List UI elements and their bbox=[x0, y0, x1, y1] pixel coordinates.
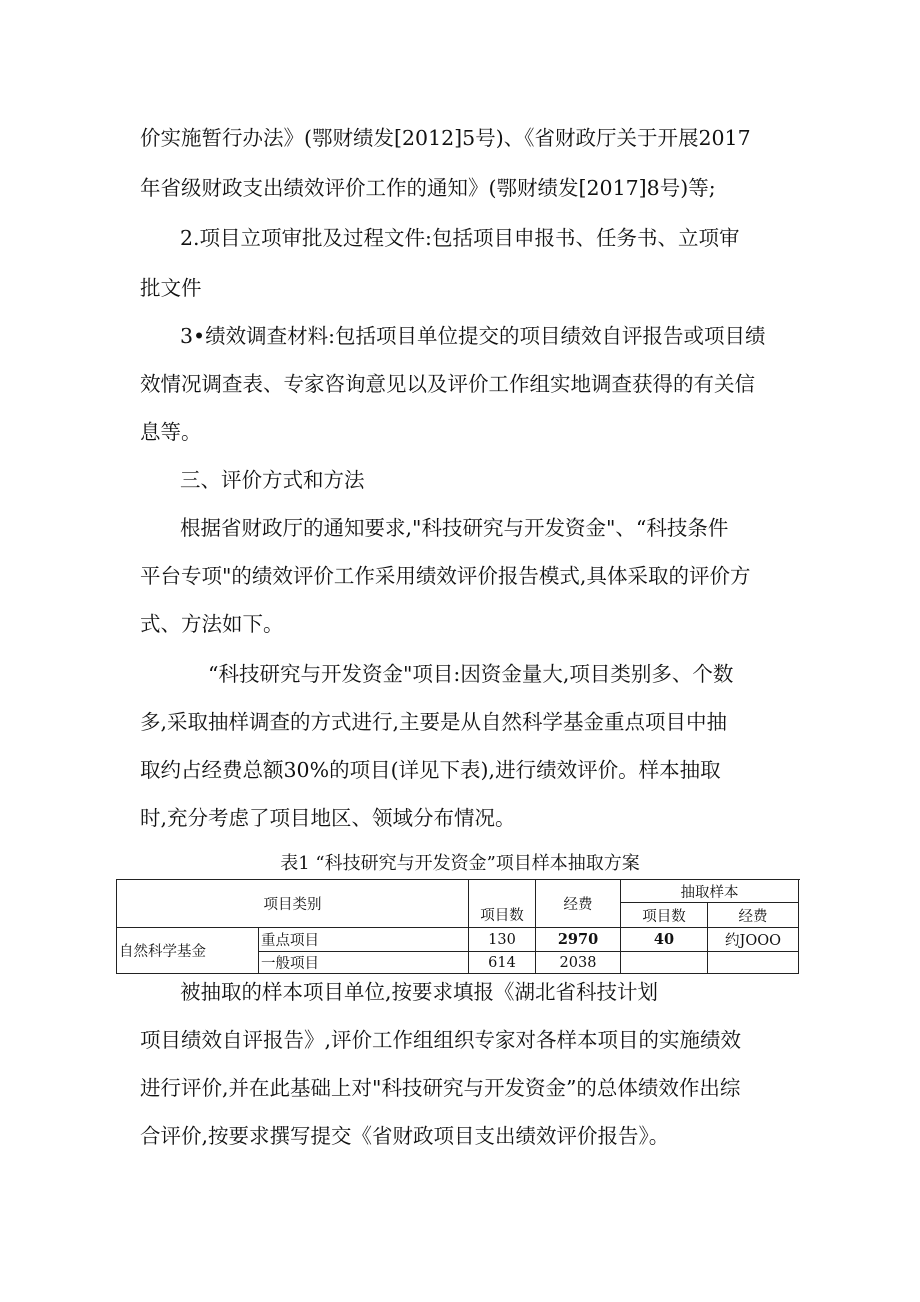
paragraph-line: “科技研究与开发资金"项目:因资金量大,项目类别多、个数 bbox=[208, 662, 734, 686]
paragraph-line: 3•绩效调查材料:包括项目单位提交的项目绩效自评报告或项目绩 bbox=[180, 324, 766, 348]
paragraph-line: 根据省财政厅的通知要求,"科技研究与开发资金"、“科技条件 bbox=[180, 516, 729, 540]
paragraph-line: 价实施暂行办法》(鄂财绩发[2012]5号)、《省财政厅关于开展2017 bbox=[140, 126, 751, 150]
header-sample: 抽取样本 bbox=[621, 880, 799, 903]
paragraph-line: 项目绩效自评报告》,评价工作组组织专家对各样本项目的实施绩效 bbox=[140, 1028, 742, 1052]
header-category: 项目类别 bbox=[117, 880, 469, 928]
paragraph-line: 合评价,按要求撰写提交《省财政项目支出绩效评价报告》。 bbox=[140, 1124, 670, 1148]
paragraph-line: 批文件 bbox=[140, 276, 202, 300]
row-funds: 2038 bbox=[536, 952, 621, 974]
row-count: 614 bbox=[469, 952, 536, 974]
paragraph-line: 被抽取的样本项目单位,按要求填报《湖北省科技计划 bbox=[180, 980, 659, 1004]
paragraph-line: 息等。 bbox=[140, 420, 202, 444]
row-sample-funds bbox=[708, 952, 799, 974]
paragraph-line: 取约占经费总额30%的项目(详见下表),进行绩效评价。样本抽取 bbox=[140, 758, 721, 782]
row-type: 重点项目 bbox=[259, 928, 469, 952]
sample-table bbox=[116, 879, 799, 974]
section-heading: 三、评价方式和方法 bbox=[180, 468, 365, 492]
paragraph-line: 2.项目立项审批及过程文件:包括项目申报书、任务书、立项审 bbox=[180, 226, 740, 250]
paragraph-line: 多,采取抽样调查的方式进行,主要是从自然科学基金重点项目中抽 bbox=[140, 710, 728, 734]
header-funds: 经费 bbox=[536, 880, 621, 928]
group-name: 自然科学基金 bbox=[117, 928, 259, 974]
row-sample-count bbox=[621, 952, 708, 974]
paragraph-line: 进行评价,并在此基础上对"科技研究与开发资金”的总体绩效作出综 bbox=[140, 1076, 741, 1100]
table-caption: 表1 “科技研究与开发资金”项目样本抽取方案 bbox=[280, 853, 640, 874]
table-row bbox=[117, 928, 799, 952]
header-sample-funds: 经费 bbox=[708, 903, 799, 928]
row-type: 一般项目 bbox=[259, 952, 469, 974]
paragraph-line: 时,充分考虑了项目地区、领域分布情况。 bbox=[140, 806, 516, 830]
row-sample-funds: 约JOOO bbox=[708, 928, 799, 952]
paragraph-line: 平台专项"的绩效评价工作采用绩效评价报告模式,具体采取的评价方 bbox=[140, 564, 751, 588]
paragraph-line: 年省级财政支出绩效评价工作的通知》(鄂财绩发[2017]8号)等; bbox=[140, 176, 716, 200]
header-count: 项目数 bbox=[469, 880, 536, 928]
paragraph-line: 式、方法如下。 bbox=[140, 612, 284, 636]
header-sample-count: 项目数 bbox=[621, 903, 708, 928]
paragraph-line: 效情况调查表、专家咨询意见以及评价工作组实地调查获得的有关信 bbox=[140, 372, 755, 396]
row-funds: 2970 bbox=[536, 928, 621, 952]
row-sample-count: 40 bbox=[621, 928, 708, 952]
row-count: 130 bbox=[469, 928, 536, 952]
